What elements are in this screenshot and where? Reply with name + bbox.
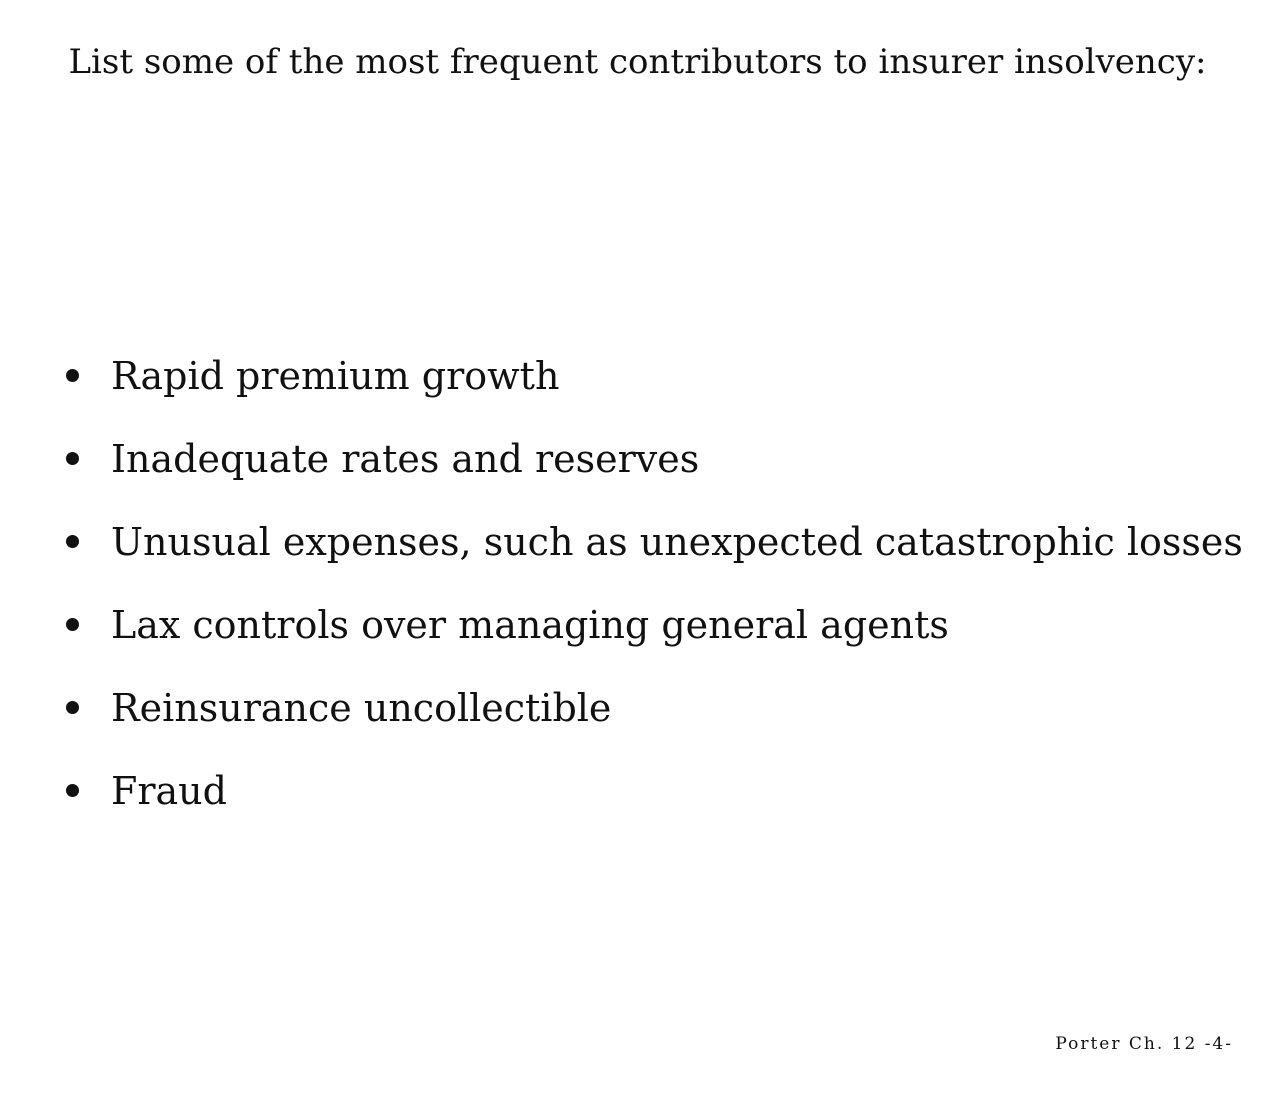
list-item [66, 334, 1243, 417]
list-item [66, 666, 1243, 749]
list-item [66, 583, 1243, 666]
bullet-icon [66, 618, 79, 631]
list-item-text: Inadequate rates and reserves [111, 436, 700, 481]
bullet-icon [66, 701, 79, 714]
list-item [66, 500, 1243, 583]
list-item-text: Unusual expenses, such as unexpected catastrophic losses [111, 519, 1243, 564]
list-item-text: Rapid premium growth [111, 353, 560, 398]
bullet-icon [66, 784, 79, 797]
list-item-text: Reinsurance uncollectible [111, 685, 612, 730]
list-item-text: Lax controls over managing general agents [111, 602, 949, 647]
list-item [66, 417, 1243, 500]
bullet-icon [66, 369, 79, 382]
list-item-text: Fraud [111, 768, 227, 813]
question-heading: List some of the most frequent contributors to insurer insolvency: [68, 42, 1207, 82]
bullet-icon [66, 452, 79, 465]
page-footer: Porter Ch. 12 -4- [1055, 1034, 1233, 1054]
list-item [66, 749, 1243, 832]
bullet-icon [66, 535, 79, 548]
contributors-list [66, 334, 1243, 832]
